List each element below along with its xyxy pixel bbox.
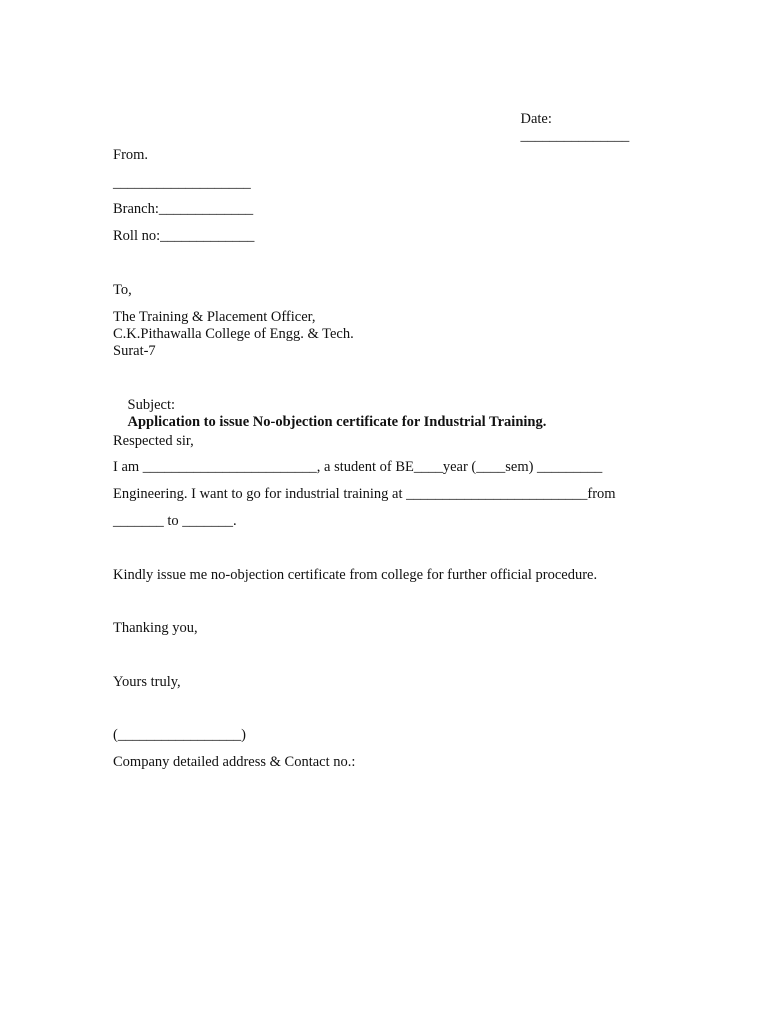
body-line: _______ to _______. (113, 513, 237, 529)
company-address-line: Company detailed address & Contact no.: (113, 754, 356, 770)
body-line: Engineering. I want to go for industrial training at _________________________from (113, 486, 616, 502)
subject-text: Application to issue No-objection certificate for Industrial Training. (127, 414, 547, 430)
recipient-line: C.K.Pithawalla College of Engg. & Tech. (113, 326, 354, 342)
date-blank: _______________ (520, 128, 630, 144)
date-line (506, 94, 629, 162)
from-branch: Branch:_____________ (113, 201, 254, 217)
yours-truly-line: Yours truly, (113, 674, 181, 690)
recipient-line: Surat-7 (113, 343, 156, 359)
from-roll-no: Roll no:_____________ (113, 228, 255, 244)
request-paragraph: Kindly issue me no-objection certificate from college for further official procedure. (113, 567, 598, 583)
salutation: Respected sir, (113, 433, 194, 449)
body-line: I am ________________________, a student of BE____year (____sem) _________ (113, 459, 603, 475)
subject-label: Subject: (127, 397, 176, 413)
thanks-line: Thanking you, (113, 620, 198, 636)
signature-blank: (_________________) (113, 727, 246, 743)
from-heading: From. (113, 147, 149, 163)
to-heading: To, (113, 282, 132, 298)
from-name-blank: ___________________ (113, 175, 251, 191)
date-label: Date: (520, 111, 552, 127)
recipient-line: The Training & Placement Officer, (113, 309, 316, 325)
